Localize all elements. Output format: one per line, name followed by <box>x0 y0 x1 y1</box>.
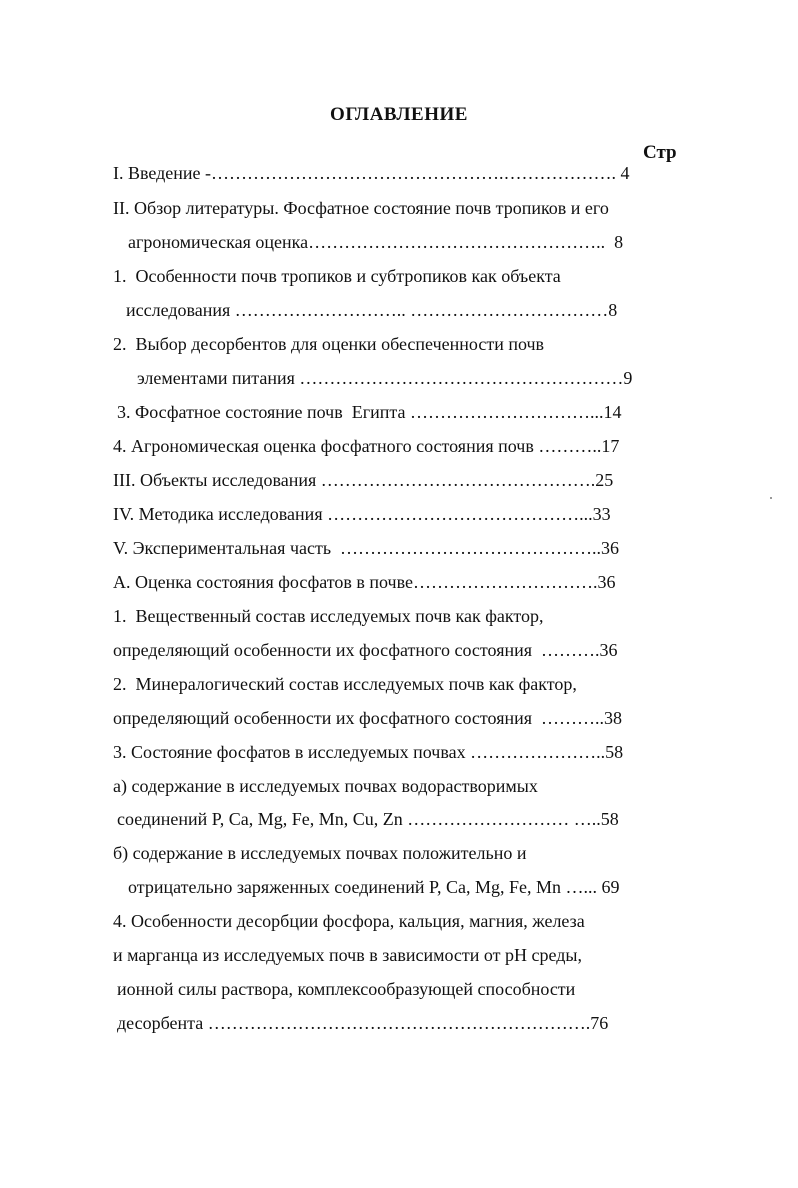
toc-entry: А. Оценка состояния фосфатов в почве………………………….36 <box>113 572 616 592</box>
toc-entry-continuation: и марганца из исследуемых почв в зависимости от pH среды, <box>113 945 583 965</box>
toc-entry-continuation: отрицательно заряженных соединений P, Ca, Mg, Fe, Mn …... 69 <box>128 877 620 897</box>
toc-entry-continuation: определяющий особенности их фосфатного состояния ……….36 <box>113 640 618 660</box>
toc-entry: 2. Выбор десорбентов для оценки обеспеченности почв <box>113 334 545 354</box>
toc-entry: 4. Агрономическая оценка фосфатного состояния почв ………..17 <box>113 436 620 456</box>
page-title: ОГЛАВЛЕНИЕ <box>330 104 468 125</box>
toc-entry-continuation: исследования ……………………….. ……………………………8 <box>126 300 618 320</box>
toc-entry-continuation: определяющий особенности их фосфатного состояния ………..38 <box>113 708 623 728</box>
toc-entry: 1. Особенности почв тропиков и субтропиков как объекта <box>113 266 561 286</box>
toc-entry: 2. Минералогический состав исследуемых почв как фактор, <box>113 674 577 694</box>
toc-entry-continuation: десорбента ……………………………………………………….76 <box>117 1013 609 1033</box>
toc-entry: б) содержание в исследуемых почвах положительно и <box>113 843 527 863</box>
page-column-label: Стр <box>643 142 677 163</box>
scan-speck <box>770 497 772 499</box>
toc-entry-continuation: ионной силы раствора, комплексообразующей способности <box>117 979 576 999</box>
toc-entry: I. Введение -………………………………………….………………. 4 <box>113 163 630 183</box>
toc-entry: 3. Фосфатное состояние почв Египта …………………………...14 <box>117 402 622 422</box>
toc-entry: V. Экспериментальная часть ……………………………………..36 <box>113 538 620 558</box>
toc-entry-continuation: элементами питания ………………………………………………9 <box>137 368 633 388</box>
toc-entry: III. Объекты исследования ……………………………………….25 <box>113 470 614 490</box>
toc-entry: IV. Методика исследования ……………………………………...33 <box>113 504 611 524</box>
toc-entry-continuation: агрономическая оценка………………………………………….. 8 <box>128 232 624 252</box>
toc-entry-continuation: соединений P, Ca, Mg, Fe, Mn, Cu, Zn ……………………… …..58 <box>117 809 619 829</box>
toc-entry: а) содержание в исследуемых почвах водорастворимых <box>113 776 538 796</box>
toc-entry: 4. Особенности десорбции фосфора, кальция, магния, железа <box>113 911 585 931</box>
toc-entry: 3. Состояние фосфатов в исследуемых почвах …………………..58 <box>113 742 624 762</box>
toc-entry: II. Обзор литературы. Фосфатное состояние почв тропиков и его <box>113 198 609 218</box>
toc-entry: 1. Вещественный состав исследуемых почв как фактор, <box>113 606 544 626</box>
